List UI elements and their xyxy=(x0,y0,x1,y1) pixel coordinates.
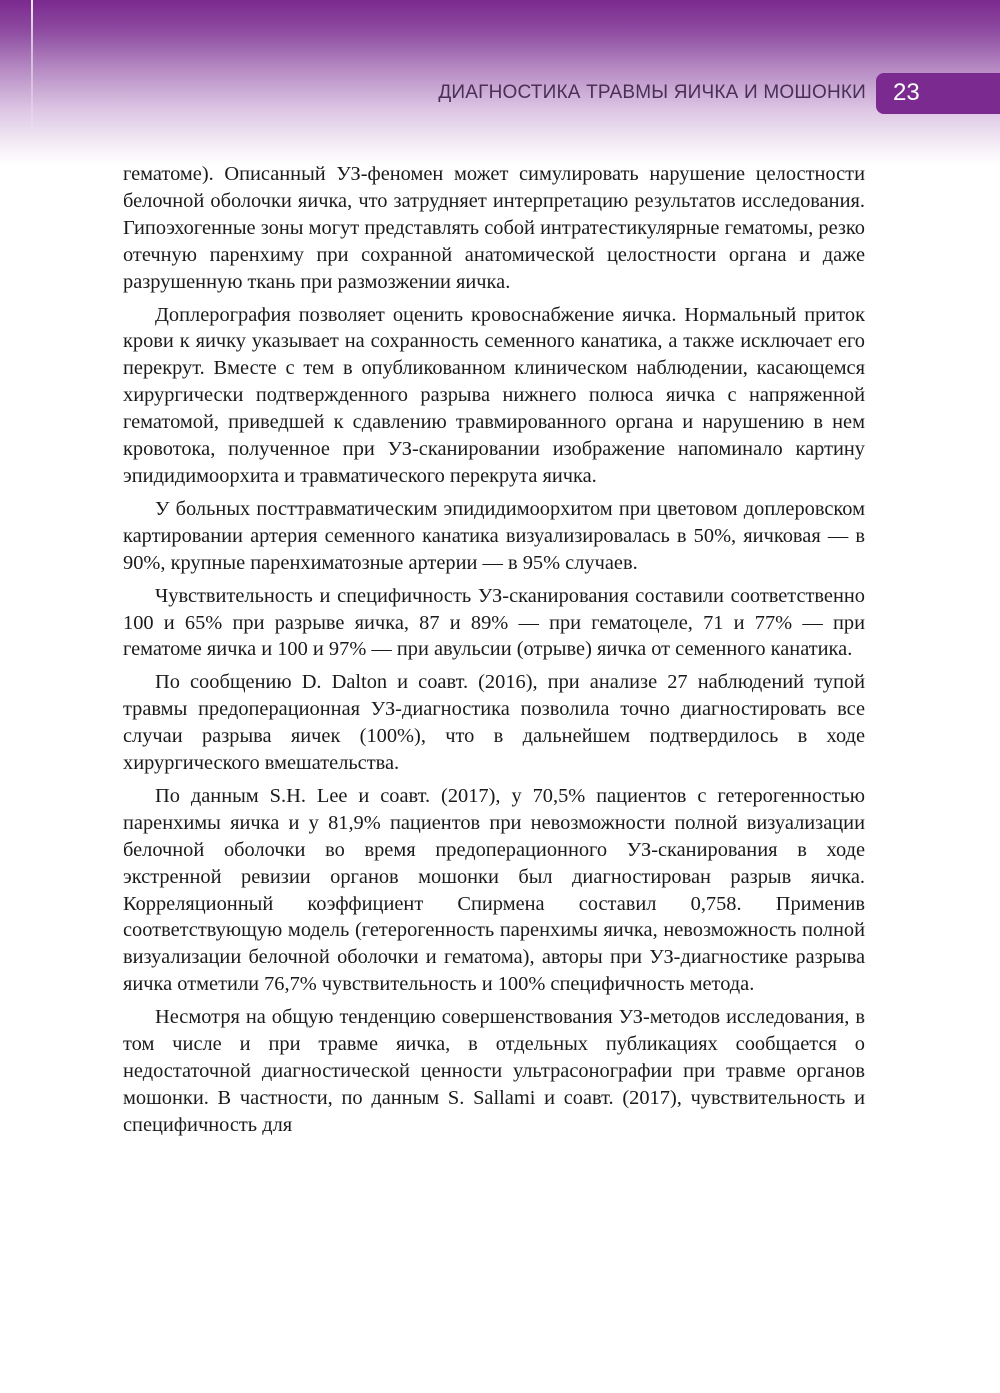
page-number: 23 xyxy=(893,79,920,106)
body-text xyxy=(123,161,865,1139)
paragraph-4: Чувствительность и специфичность УЗ-сканирования составили соответственно 100 и 65% при разрыве яичка, 87 и 89% — при гематоцеле, 71 и 77% — при гематоме яичка и 100 и 97% — при авульсии (отрыве) яичка от семенного канатика. xyxy=(123,584,865,661)
running-title: ДИАГНОСТИКА ТРАВМЫ ЯИЧКА И МОШОНКИ xyxy=(438,82,866,103)
paragraph-7: Несмотря на общую тенденцию совершенствования УЗ-методов исследования, в том числе и при травме яичка, в отдельных публикациях сообщается о недостаточной диагностической ценности ультрасонографии при травме органов мошонки. В частности, по данным S. Sallami и соавт. (2017), чувствительность и специфичность для xyxy=(123,1006,865,1136)
paragraph-5: По сообщению D. Dalton и соавт. (2016), при анализе 27 наблюдений тупой травмы предоперационная УЗ-диагностика позволила точно диагностировать все случаи разрыва яичек (100%), что в дальнейшем подтвердилось в ходе хирургического вмешательства. xyxy=(123,671,865,775)
paragraph-3: У больных посттравматическим эпидидимоорхитом при цветовом доплеровском картировании артерия семенного канатика визуализировалась в 50%, яичковая — в 90%, крупные паренхиматозные артерии — в 95% случаев. xyxy=(123,497,865,574)
paragraph-6: По данным S.H. Lee и соавт. (2017), у 70,5% пациентов с гетерогенностью паренхимы яичка и у 81,9% пациентов при невозможности полной визуализации белочной оболочки во время предоперационного УЗ-сканирования в ходе экстренной ревизии органов мошонки был диагностирован разрыв яичка. Корреляционный коэффициент Спирмена составил 0,758. Применив соответствующую модель (гетерогенность паренхимы яичка, невозможность полной визуализации белочной оболочки и гематома), авторы при УЗ-диагностике разрыва яичка отметили 76,7% чувствительность и 100% специфичность метода. xyxy=(123,784,865,996)
header-divider xyxy=(31,0,33,140)
paragraph-1: гематоме). Описанный УЗ-феномен может симулировать нарушение целостности белочной оболочки яичка, что затрудняет интерпретацию результатов исследования. Гипоэхогенные зоны могут представлять собой интратестикулярные гематомы, резко отечную паренхиму при сохранной анатомической целостности органа и даже разрушенную ткань при размозжении яичка. xyxy=(123,163,865,293)
paragraph-2: Доплерография позволяет оценить кровоснабжение яичка. Нормальный приток крови к яичку указывает на сохранность семенного канатика, а также исключает его перекрут. Вместе с тем в опубликованном клиническом наблюдении, касающемся хирургически подтвержденного разрыва нижнего полюса яичка с напряженной гематомой, приведшей к сдавлению травмированного органа и нарушению в нем кровотока, полученное при УЗ-сканировании изображение напоминало картину эпидидимоорхита и травматического перекрута яичка. xyxy=(123,303,865,487)
